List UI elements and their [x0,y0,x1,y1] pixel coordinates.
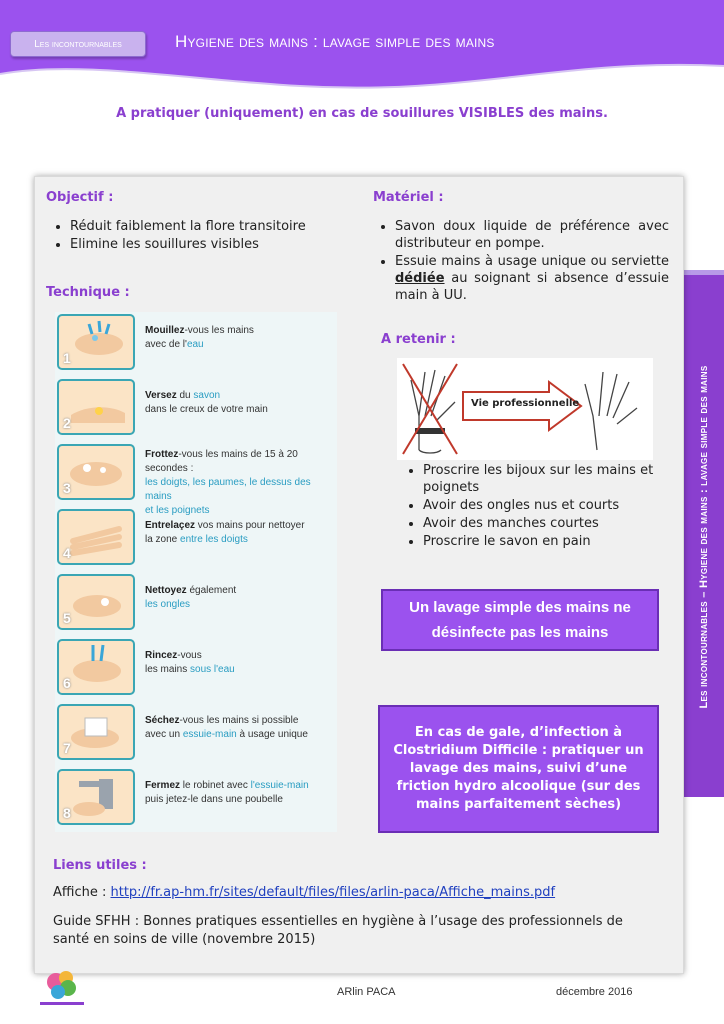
step-text: Frottez-vous les mains de 15 à 20 secondes : les doigts, les paumes, le dessus des mains et les poignets [145,449,311,516]
technique-heading: Technique : [46,285,130,300]
step-text: Rincez-vous les mains sous l'eau [145,650,235,675]
hand-rub-illustration: 3 [57,444,135,500]
side-tab [684,270,724,797]
step-3 [55,442,337,516]
step-6 [55,637,337,697]
step-text: Entrelaçez vos mains pour nettoyer la zone entre les doigts [145,520,305,545]
list-item: • Proscrire les bijoux sur les mains et poignets [423,462,685,496]
step-4 [55,507,337,567]
step-text: Fermez le robinet avec l'essuie-main puis jetez-le dans une poubelle [145,780,309,805]
faucet-illustration: 8 [57,769,135,825]
hand-soap-illustration: 2 [57,379,135,435]
step-text: Mouillez-vous les mains avec de l'eau [145,325,254,350]
step-text: Séchez-vous les mains si possible avec un essuie-main à usage unique [145,715,308,740]
hand-rinse-illustration: 6 [57,639,135,695]
step-1 [55,312,337,372]
step-text: Nettoyez également les ongles [145,585,237,610]
footer-org: ARlin PACA [337,986,396,998]
step-7 [55,702,337,762]
hand-dry-illustration: 7 [57,704,135,760]
footer-date: décembre 2016 [556,986,633,998]
arlin-logo [34,964,90,1012]
vie-professionnelle-label: Vie professionnelle [471,398,580,409]
affiche-line: Affiche : http://fr.ap-hm.fr/sites/default/files/files/arlin-paca/Affiche_mains.pdf [53,885,556,900]
list-item: • Avoir des ongles nus et courts [423,497,685,514]
list-item: • Proscrire le savon en pain [423,533,685,550]
category-tag: Les incontournables [10,31,146,57]
step-8 [55,767,337,827]
materiel-heading: Matériel : [373,190,444,205]
materiel-list [373,218,669,305]
warning-box-gale: En cas de gale, d’infection à Clostridium Difficile : pratiquer un lavage des mains, suivi d’une friction hydro alcoolique (sur des mains parfaitement sèches) [378,705,659,833]
technique-steps [55,312,337,832]
hand-interlace-illustration: 4 [57,509,135,565]
list-item: • Essuie mains à usage unique ou serviette dédiée au soignant si absence d’essuie main à UU. [395,253,669,304]
list-item: • Savon doux liquide de préférence avec distributeur en pompe. [395,218,669,252]
affiche-link[interactable]: http://fr.ap-hm.fr/sites/default/files/files/arlin-paca/Affiche_mains.pdf [110,885,556,900]
step-2 [55,377,337,437]
guide-text: Guide SFHH : Bonnes pratiques essentielles en hygiène à l’usage des professionnels de santé en soins de ville (novembre 2015) [53,914,623,947]
warning-box-disinfection: Un lavage simple des mains ne désinfecte pas les mains [381,589,659,651]
retenir-list [401,462,685,551]
emphasis-text: dédiée [395,271,445,286]
liens-heading: Liens utiles : [53,858,147,873]
side-tab-text: Les incontournables – Hygiene des mains : lavage simple des mains [698,365,710,709]
retenir-heading: A retenir : [381,332,456,347]
page-subtitle: A pratiquer (uniquement) en cas de souillures VISIBLES des mains. [116,106,608,121]
hand-wet-illustration: 1 [57,314,135,370]
list-item: • Avoir des manches courtes [423,515,685,532]
step-5 [55,572,337,632]
page-title: Hygiene des mains : lavage simple des mains [175,32,495,51]
professional-hands-illustration [397,358,653,460]
objectif-heading: Objectif : [46,190,114,205]
step-text: Versez du savon dans le creux de votre main [145,390,268,415]
hand-nails-illustration: 5 [57,574,135,630]
list-item: • Réduit faiblement la flore transitoire [70,218,370,235]
list-item: • Elimine les souillures visibles [70,236,370,253]
objectif-list [48,218,370,254]
